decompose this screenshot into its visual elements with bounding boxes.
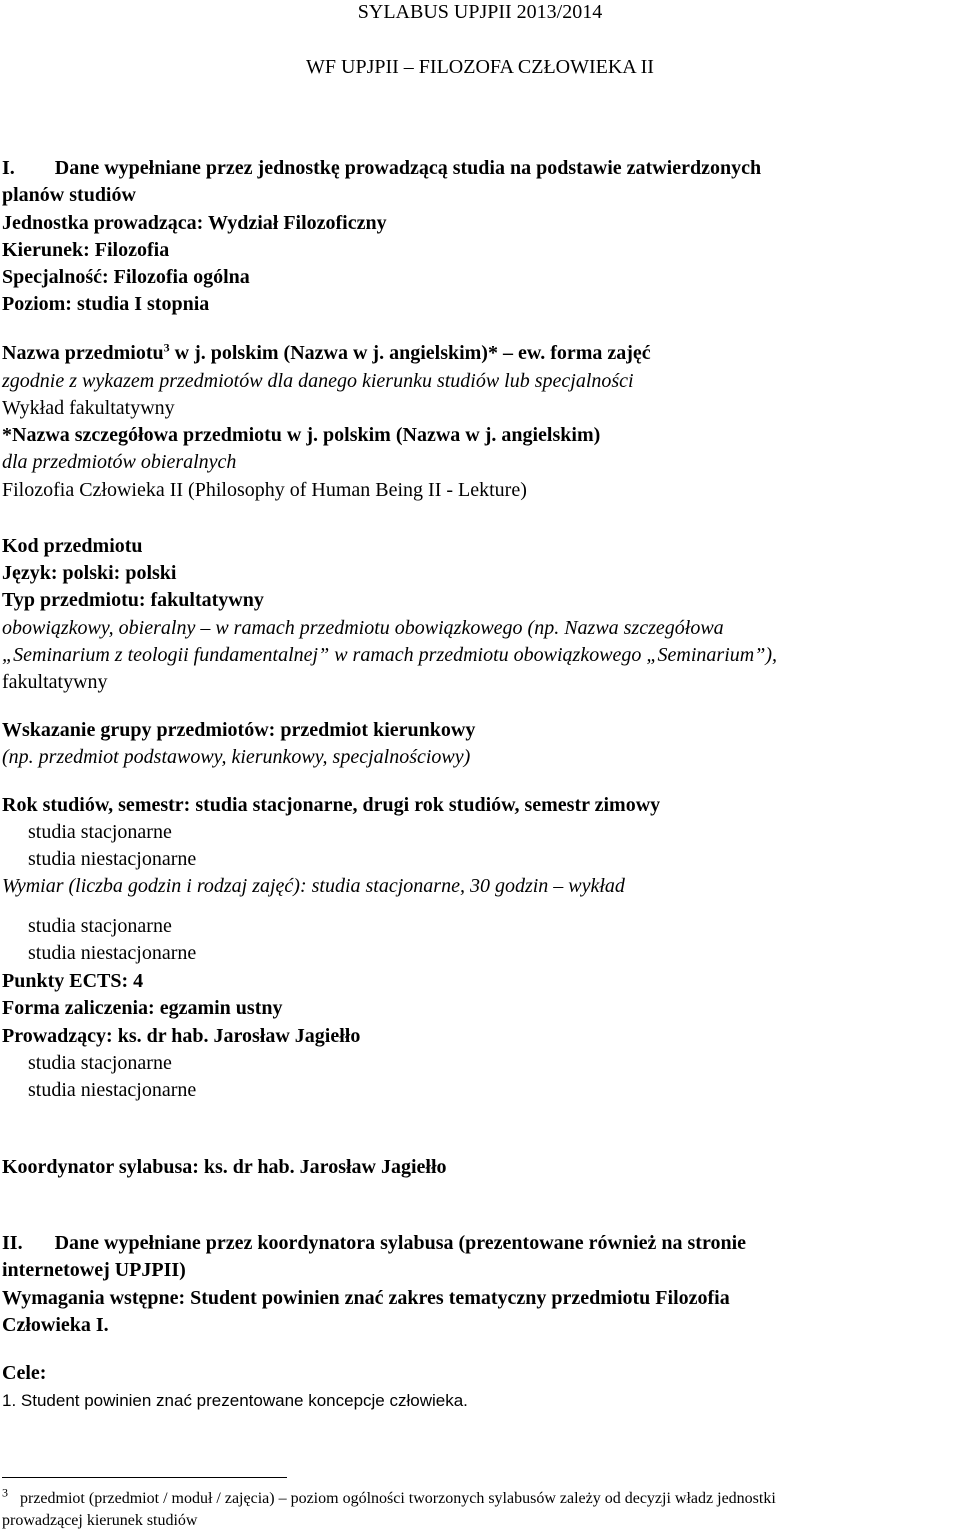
course-name-note: zgodnie z wykazem przedmiotów dla danego kierunku studiów lub specjalności [2, 370, 634, 392]
unit-line: Jednostka prowadząca: Wydział Filozoficzny [2, 212, 387, 234]
lecturer-stationary: studia stacjonarne [28, 1052, 172, 1074]
goals-label: Cele: [2, 1362, 47, 1384]
hours-line: Wymiar (liczba godzin i rodzaj zajęć): studia stacjonarne, 30 godzin – wykład [2, 875, 625, 897]
level-line: Poziom: studia I stopnia [2, 293, 210, 315]
course-type: Typ przedmiotu: fakultatywny [2, 589, 264, 611]
lecturer-nonstationary: studia niestacjonarne [28, 1079, 197, 1101]
course-name-label-b: w j. polskim (Nazwa w j. angielskim)* – ew. forma zajęć [169, 342, 651, 364]
section-2-number: II. [2, 1232, 23, 1254]
section-2-heading-text: Dane wypełniane przez koordynatora sylabusa (prezentowane również na stronie [54, 1232, 747, 1254]
course-language: Język: polski: polski [2, 562, 177, 584]
course-detail-value: Filozofia Człowieka II (Philosophy of Human Being II - Lekture) [2, 479, 527, 501]
section-1-number: I. [2, 157, 15, 179]
course-type-note-end: fakultatywny [2, 671, 108, 693]
course-detail-label: *Nazwa szczegółowa przedmiotu w j. polskim (Nazwa w j. angielskim) [2, 424, 601, 446]
hours-nonstationary: studia niestacjonarne [28, 942, 197, 964]
course-name-label [2, 341, 651, 365]
exam-form: Forma zaliczenia: egzamin ustny [2, 997, 283, 1019]
course-type-note-cont: „Seminarium z teologii fundamentalnej” w ramach przedmiotu obowiązkowego „Seminarium”), [2, 644, 777, 666]
section-2-heading [2, 1231, 746, 1255]
year-stationary: studia stacjonarne [28, 821, 172, 843]
year-nonstationary: studia niestacjonarne [28, 848, 197, 870]
specialty-line: Specjalność: Filozofia ogólna [2, 266, 250, 288]
field-line: Kierunek: Filozofia [2, 239, 170, 261]
course-detail-note: dla przedmiotów obieralnych [2, 451, 237, 473]
footnote-ref: 3 [163, 340, 170, 355]
section-1-heading-cont: planów studiów [2, 184, 136, 206]
course-name-label-a: Nazwa przedmiotu [2, 342, 164, 364]
course-name-value: Wykład fakultatywny [2, 397, 175, 419]
section-2-heading-cont: internetowej UPJPII) [2, 1259, 186, 1281]
section-1-heading-text: Dane wypełniane przez jednostkę prowadzącą studia na podstawie zatwierdzonych [54, 157, 762, 179]
footnote-number: 3 [2, 1485, 8, 1500]
document-title: WF UPJPII – FILOZOFA CZŁOWIEKA II [306, 56, 654, 78]
goal-item: 1. Student powinien znać prezentowane koncepcje człowieka. [2, 1391, 468, 1410]
syllabus-header: SYLABUS UPJPII 2013/2014 [357, 1, 603, 23]
section-1-heading [2, 156, 761, 180]
course-group-note: (np. przedmiot podstawowy, kierunkowy, specjalnościowy) [2, 746, 471, 768]
footnote-separator [2, 1477, 287, 1478]
footnote-cont: prowadzącej kierunek studiów [2, 1512, 198, 1529]
lecturer: Prowadzący: ks. dr hab. Jarosław Jagiełło [2, 1025, 361, 1047]
course-code: Kod przedmiotu [2, 535, 143, 557]
course-group: Wskazanie grupy przedmiotów: przedmiot kierunkowy [2, 719, 476, 741]
ects-points: Punkty ECTS: 4 [2, 970, 144, 992]
course-type-note: obowiązkowy, obieralny – w ramach przedmiotu obowiązkowego (np. Nazwa szczegółowa [2, 617, 724, 639]
footnote [2, 1485, 776, 1509]
hours-stationary: studia stacjonarne [28, 915, 172, 937]
requirements: Wymagania wstępne: Student powinien znać zakres tematyczny przedmiotu Filozofia [2, 1287, 730, 1309]
footnote-text: przedmiot (przedmiot / moduł / zajęcia) – poziom ogólności tworzonych sylabusów zależy od decyzji władz jednostki [20, 1490, 776, 1507]
coordinator: Koordynator sylabusa: ks. dr hab. Jarosław Jagiełło [2, 1156, 447, 1178]
year-semester: Rok studiów, semestr: studia stacjonarne, drugi rok studiów, semestr zimowy [2, 794, 661, 816]
requirements-cont: Człowieka I. [2, 1314, 109, 1336]
